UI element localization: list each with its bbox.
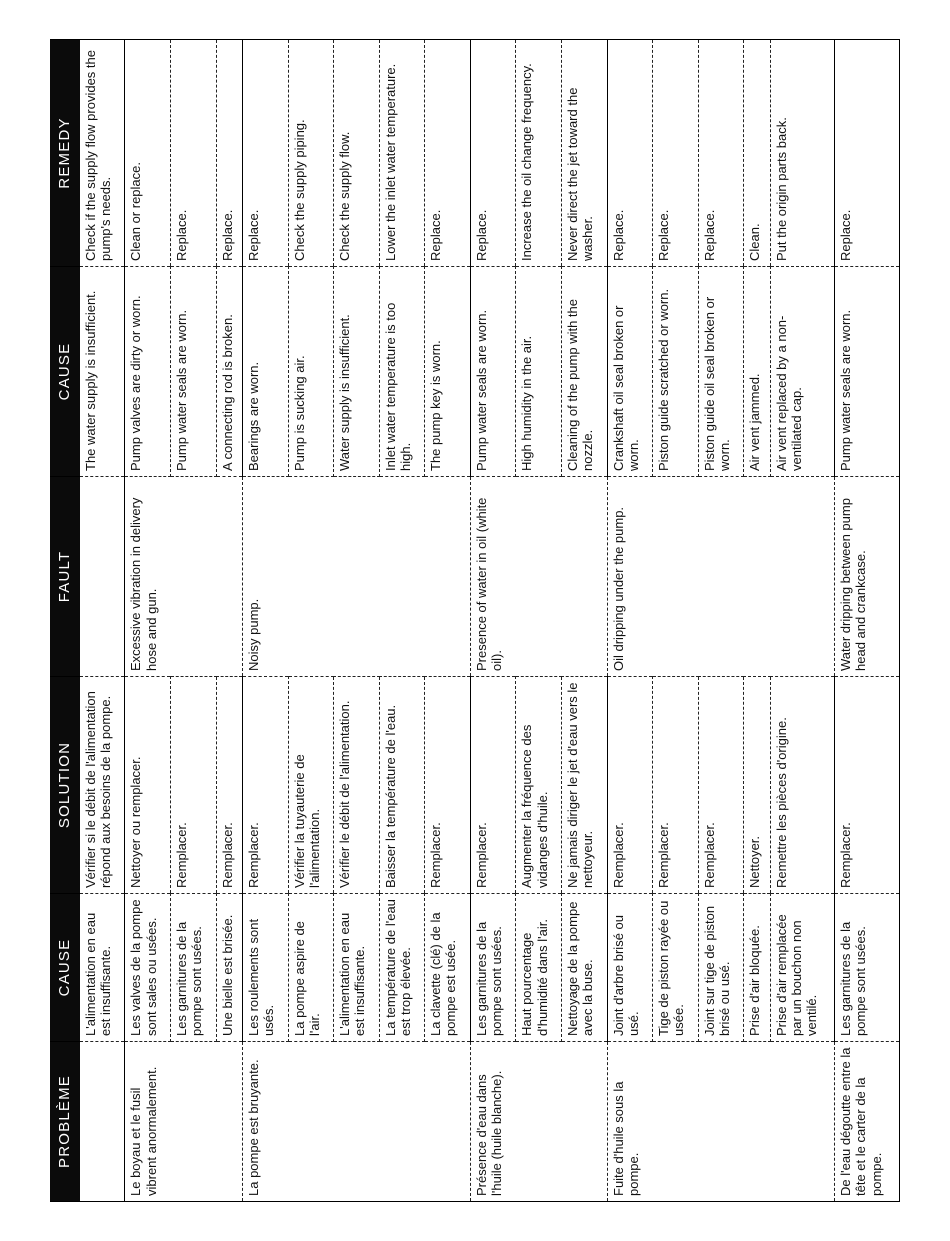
remedy-cell-text: Replace. <box>246 209 262 261</box>
fault-cell-text: Presence of water in oil (white oil). <box>473 497 504 671</box>
cause-fr-cell <box>288 893 334 1041</box>
solution-cell-text: Ne jamais diriger le jet d'eau vers le nettoyeur. <box>565 681 596 888</box>
header-row <box>50 39 80 1201</box>
solution-cell-text: Remplacer. <box>219 821 235 888</box>
probleme-cell <box>80 1041 125 1201</box>
cause-fr-cell-text: Les garnitures de la pompe sont usées. <box>173 921 205 1036</box>
solution-cell <box>516 676 562 893</box>
remedy-cell <box>516 39 562 266</box>
cause-en-cell <box>216 266 243 476</box>
remedy-cell <box>379 39 425 266</box>
remedy-cell-text: Replace. <box>173 209 189 261</box>
solution-cell <box>653 676 699 893</box>
table-row <box>125 39 171 1201</box>
cause-fr-cell <box>744 893 771 1041</box>
cause-en-cell <box>379 266 425 476</box>
cause-en-cell <box>125 266 171 476</box>
solution-cell-text: Remettre les pièces d'origine. <box>773 716 789 888</box>
table-row <box>243 39 289 1201</box>
header-remedy: REMEDY <box>50 39 80 266</box>
remedy-cell-text: Check the supply flow. <box>337 131 353 261</box>
cause-en-cell <box>653 266 699 476</box>
probleme-cell <box>470 1041 607 1201</box>
cause-fr-cell-text: Prise d'air bloquée. <box>747 924 763 1036</box>
probleme-cell <box>243 1041 471 1201</box>
solution-cell-text: Remplacer. <box>701 821 717 888</box>
cause-fr-cell <box>835 893 900 1041</box>
cause-en-cell-text: The pump key is worn. <box>428 339 444 471</box>
cause-fr-cell <box>334 893 380 1041</box>
header-solution: SOLUTION <box>50 676 80 893</box>
remedy-cell <box>562 39 608 266</box>
probleme-cell <box>835 1041 900 1201</box>
probleme-cell-text: Fuite d'huile sous la pompe. <box>610 1081 641 1196</box>
cause-en-cell-text: Piston guide scratched or worn. <box>656 288 672 471</box>
remedy-cell <box>243 39 289 266</box>
cause-fr-cell <box>425 893 471 1041</box>
solution-cell-text: Remplacer. <box>473 821 489 888</box>
cause-fr-cell-text: Tige de piston rayée ou usée. <box>656 900 687 1036</box>
header-cause-en: CAUSE <box>50 266 80 476</box>
cause-fr-cell <box>562 893 608 1041</box>
cause-en-cell-text: Water supply is insufficient. <box>337 313 353 471</box>
cause-en-cell <box>470 266 516 476</box>
cause-en-cell-text: Piston guide oil seal broken or worn. <box>701 296 732 471</box>
header-fault: FAULT <box>50 476 80 676</box>
solution-cell-text: Remplacer. <box>246 821 262 888</box>
solution-cell-text: Vérifier la tuyauterie de l'alimentation. <box>291 753 322 888</box>
solution-cell <box>425 676 471 893</box>
fault-cell <box>470 476 607 676</box>
cause-fr-cell <box>216 893 243 1041</box>
cause-fr-cell <box>698 893 744 1041</box>
header-cause-fr: CAUSE <box>50 893 80 1041</box>
fault-cell-text: Noisy pump. <box>246 598 262 671</box>
remedy-cell-text: Replace. <box>428 209 444 261</box>
cause-fr-cell-text: Une bielle est brisée. <box>219 914 235 1036</box>
remedy-cell-text: Put the origin parts back. <box>773 116 789 261</box>
cause-fr-cell-text: Joint sur tige de piston brisé ou usé. <box>701 905 732 1036</box>
cause-en-cell <box>770 266 835 476</box>
cause-en-cell-text: Pump valves are dirty or worn. <box>128 294 144 471</box>
cause-fr-cell <box>80 893 125 1041</box>
cause-en-cell-text: A connecting rod is broken. <box>219 313 235 471</box>
cause-fr-cell-text: La clavette (clé) de la pompe est usée. <box>428 911 459 1036</box>
fault-cell <box>80 476 125 676</box>
cause-en-cell-text: Cleaning of the pump with the nozzle. <box>565 298 596 471</box>
probleme-cell-text: Présence d'eau dans l'huile (huile blanche). <box>473 1070 504 1196</box>
fault-cell-text: Water dripping between pump head and crankcase. <box>838 497 869 671</box>
solution-cell-text: Vérifier le débit de l'alimentation. <box>337 700 353 888</box>
solution-cell-text: Remplacer. <box>610 821 626 888</box>
cause-en-cell-text: Pump water seals are worn. <box>838 309 854 471</box>
solution-cell <box>379 676 425 893</box>
solution-cell <box>470 676 516 893</box>
cause-en-cell <box>243 266 289 476</box>
cause-fr-cell <box>379 893 425 1041</box>
fault-cell-text: Excessive vibration in delivery hose and gun. <box>128 497 159 671</box>
remedy-cell-text: Never direct the jet toward the washer. <box>565 87 596 261</box>
cause-fr-cell <box>125 893 171 1041</box>
cause-en-cell-text: Pump is sucking air. <box>291 354 307 471</box>
solution-cell-text: Vérifier si le débit de l'alimentation répond aux besoins de la pompe. <box>83 690 114 888</box>
table-row <box>607 39 653 1201</box>
remedy-cell <box>653 39 699 266</box>
solution-cell <box>744 676 771 893</box>
cause-fr-cell-text: La pompe aspire de l'air. <box>291 920 322 1036</box>
cause-fr-cell-text: Les garnitures de la pompe sont usées. <box>838 921 869 1036</box>
cause-en-cell <box>835 266 900 476</box>
fault-cell <box>125 476 243 676</box>
remedy-cell <box>698 39 744 266</box>
cause-en-cell-text: Air vent jammed. <box>747 372 763 471</box>
cause-en-cell-text: Crankshaft oil seal broken or worn. <box>610 305 641 471</box>
remedy-cell <box>470 39 516 266</box>
table-row <box>835 39 900 1201</box>
cause-fr-cell <box>653 893 699 1041</box>
solution-cell <box>170 676 216 893</box>
cause-en-cell-text: Bearings are worn. <box>246 361 262 471</box>
probleme-cell-text: Le boyau et le fusil vibrent anormalement. <box>128 1066 159 1196</box>
remedy-cell-text: Replace. <box>701 209 717 261</box>
table-row <box>80 39 125 1201</box>
remedy-cell-text: Clean. <box>747 222 763 261</box>
solution-cell <box>216 676 243 893</box>
remedy-cell-text: Replace. <box>656 209 672 261</box>
solution-cell <box>607 676 653 893</box>
solution-cell <box>334 676 380 893</box>
cause-fr-cell-text: L'alimentation en eau est insuffisante. <box>337 912 368 1036</box>
fault-cell <box>607 476 835 676</box>
cause-fr-cell-text: Nettoyage de la pompe avec la buse. <box>565 901 596 1036</box>
remedy-cell-text: Replace. <box>219 209 235 261</box>
remedy-cell <box>770 39 835 266</box>
cause-fr-cell-text: Les valves de la pompe sont sales ou usées. <box>128 898 159 1036</box>
solution-cell-text: Remplacer. <box>838 821 854 888</box>
cause-fr-cell <box>770 893 835 1041</box>
remedy-cell <box>125 39 171 266</box>
solution-cell-text: Nettoyer ou remplacer. <box>128 755 144 888</box>
cause-fr-cell-text: Les garnitures de la pompe sont usées. <box>473 921 504 1036</box>
cause-en-cell-text: Pump water seals are worn. <box>473 309 489 471</box>
cause-fr-cell-text: Les roulements sont usés. <box>246 918 277 1036</box>
cause-fr-cell-text: La température de l'eau est trop élevée. <box>382 898 413 1036</box>
solution-cell <box>835 676 900 893</box>
cause-fr-cell-text: Prise d'air remplacée par un bouchon non ventilé. <box>773 913 819 1036</box>
solution-cell <box>125 676 171 893</box>
cause-fr-cell <box>470 893 516 1041</box>
cause-en-cell <box>288 266 334 476</box>
cause-en-cell <box>80 266 125 476</box>
solution-cell-text: Augmenter la fréquence des vidanges d'huile. <box>519 724 550 888</box>
header-probleme: PROBLÈME <box>50 1041 80 1201</box>
probleme-cell-text: La pompe est bruyante. <box>246 1058 262 1196</box>
solution-cell <box>698 676 744 893</box>
cause-fr-cell-text: L'alimentation en eau est insuffisante. <box>83 912 114 1036</box>
cause-en-cell <box>607 266 653 476</box>
remedy-cell-text: Check if the supply flow provides the pump's needs. <box>83 49 114 261</box>
remedy-cell <box>288 39 334 266</box>
cause-fr-cell <box>243 893 289 1041</box>
solution-cell <box>770 676 835 893</box>
probleme-cell <box>125 1041 243 1201</box>
fault-cell <box>835 476 900 676</box>
cause-en-cell <box>516 266 562 476</box>
solution-cell <box>80 676 125 893</box>
probleme-cell <box>607 1041 835 1201</box>
solution-cell-text: Remplacer. <box>656 821 672 888</box>
solution-cell <box>562 676 608 893</box>
cause-en-cell <box>425 266 471 476</box>
remedy-cell <box>334 39 380 266</box>
cause-en-cell-text: Inlet water temperature is too high. <box>382 302 413 471</box>
fault-cell-text: Oil dripping under the pump. <box>610 506 626 671</box>
solution-cell <box>288 676 334 893</box>
cause-en-cell <box>170 266 216 476</box>
remedy-cell-text: Clean or replace. <box>128 161 144 261</box>
remedy-cell-text: Replace. <box>838 209 854 261</box>
cause-fr-cell <box>607 893 653 1041</box>
remedy-cell <box>744 39 771 266</box>
probleme-cell-text: De l'eau dégoutte entre la tête et le carter de la pompe. <box>838 1047 884 1196</box>
cause-en-cell-text: Pump water seals are worn. <box>173 309 189 471</box>
table-row <box>470 39 516 1201</box>
cause-fr-cell-text: Joint d'arbre brisé ou usé. <box>610 914 641 1036</box>
solution-cell-text: Nettoyer. <box>747 835 763 888</box>
fault-cell <box>243 476 471 676</box>
cause-en-cell <box>744 266 771 476</box>
remedy-cell-text: Lower the inlet water temperature. <box>382 63 398 261</box>
table-body <box>80 39 900 1201</box>
remedy-cell-text: Replace. <box>473 209 489 261</box>
troubleshooting-page <box>50 40 900 1202</box>
cause-en-cell-text: Air vent replaced by a non-ventilated cap. <box>773 315 804 471</box>
cause-en-cell <box>334 266 380 476</box>
remedy-cell <box>80 39 125 266</box>
cause-en-cell <box>698 266 744 476</box>
remedy-cell-text: Replace. <box>610 209 626 261</box>
remedy-cell <box>216 39 243 266</box>
cause-en-cell <box>562 266 608 476</box>
remedy-cell-text: Increase the oil change frequency. <box>519 62 535 261</box>
cause-fr-cell <box>516 893 562 1041</box>
remedy-cell <box>170 39 216 266</box>
cause-fr-cell-text: Haut pourcentage d'humidité dans l'air. <box>519 918 550 1036</box>
cause-en-cell-text: The water supply is insufficient. <box>83 290 98 471</box>
remedy-cell <box>425 39 471 266</box>
solution-cell-text: Baisser la température de l'eau. <box>382 704 398 888</box>
cause-fr-cell <box>170 893 216 1041</box>
remedy-cell <box>835 39 900 266</box>
remedy-cell <box>607 39 653 266</box>
remedy-cell-text: Check the supply piping. <box>291 118 307 261</box>
troubleshooting-table <box>50 39 900 1202</box>
solution-cell-text: Remplacer. <box>173 821 189 888</box>
solution-cell <box>243 676 289 893</box>
cause-en-cell-text: High humidity in the air. <box>519 335 535 471</box>
solution-cell-text: Remplacer. <box>428 821 444 888</box>
